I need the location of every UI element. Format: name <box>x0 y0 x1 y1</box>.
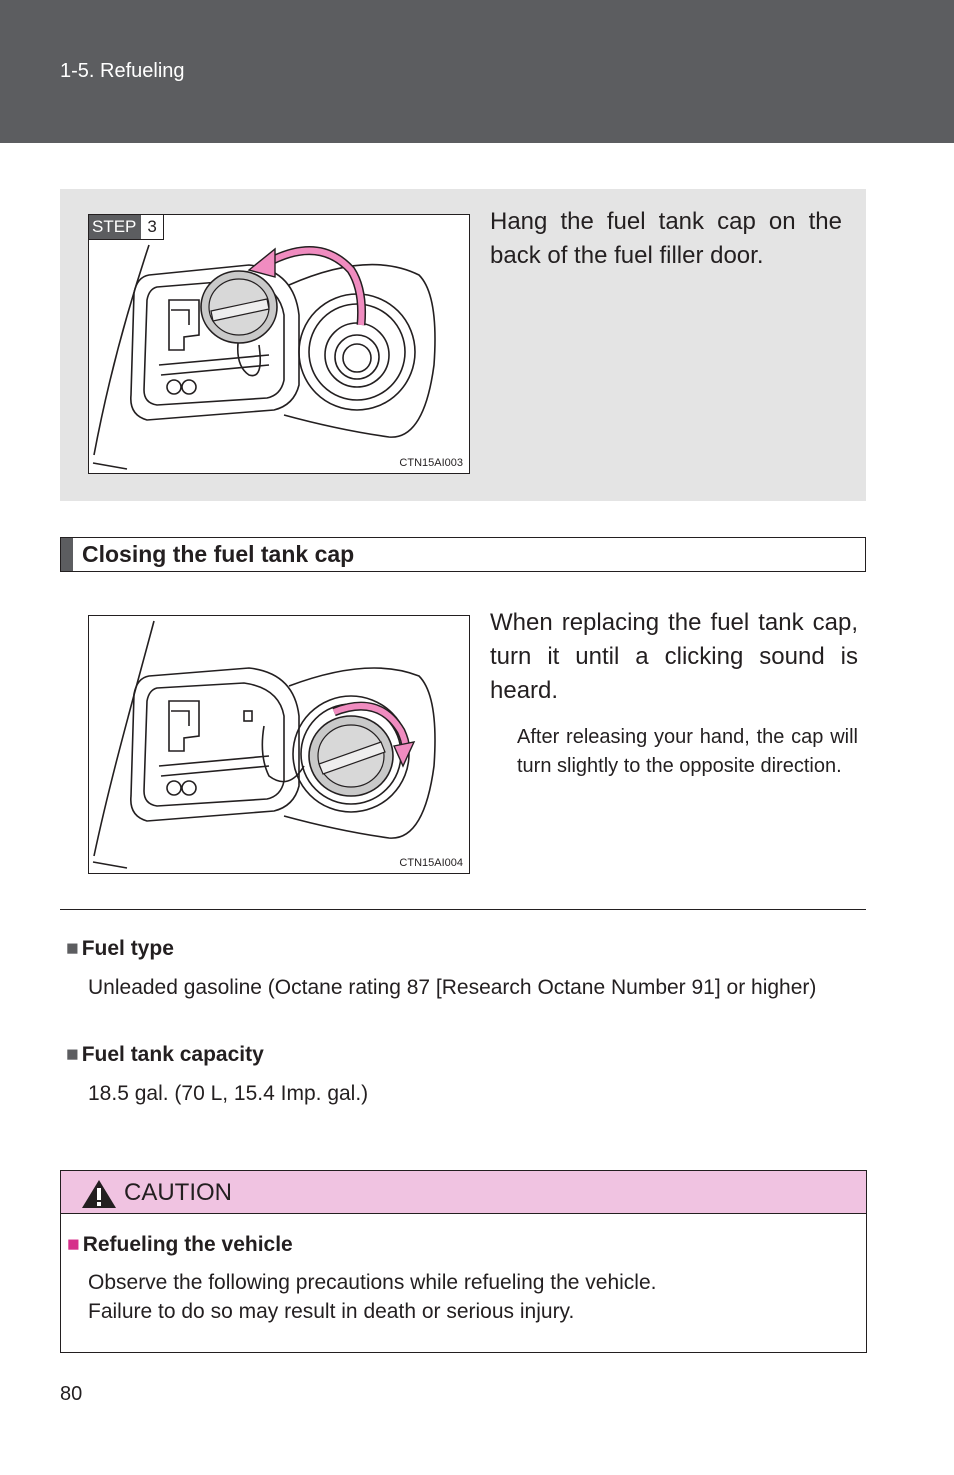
caution-subtitle: Refueling the vehicle <box>82 1233 293 1256</box>
step-number: 3 <box>141 215 162 239</box>
section-heading <box>60 537 866 572</box>
fuel-type-heading <box>66 937 174 961</box>
fuel-cap-icon <box>309 716 393 796</box>
step-instruction: Hang the fuel tank cap on the back of the fuel filler door. <box>490 208 842 269</box>
warning-triangle-icon <box>81 1179 117 1209</box>
fuel-cap-icon <box>201 271 277 343</box>
fuel-type-title: Fuel type <box>81 937 174 960</box>
fuel-type-text: Unleaded gasoline (Octane rating 87 [Research Octane Number 91] or higher) <box>88 976 817 999</box>
page-header <box>0 0 954 143</box>
heading-title: Closing the fuel tank cap <box>82 541 355 567</box>
capacity-title: Fuel tank capacity <box>81 1043 264 1066</box>
bullet-icon: ■ <box>66 937 79 960</box>
caution-text-line-1: Observe the following precautions while refueling the vehicle. <box>88 1271 657 1294</box>
figure-hang-cap <box>88 214 470 474</box>
capacity-text: 18.5 gal. (70 L, 15.4 Imp. gal.) <box>88 1082 369 1105</box>
figure-close-cap <box>88 615 470 874</box>
fuel-door-cap-hung-illustration <box>89 215 470 474</box>
caution-box <box>60 1170 867 1353</box>
bullet-icon: ■ <box>67 1233 80 1256</box>
fuel-door-cap-closing-illustration <box>89 616 470 874</box>
closing-instruction: When replacing the fuel tank cap, turn it until a clicking sound is heard. <box>490 609 858 704</box>
figure-code: CTN15AI003 <box>399 457 463 469</box>
page-number: 80 <box>60 1383 83 1405</box>
section-title: 1-5. Refueling <box>60 60 185 82</box>
bullet-icon: ■ <box>66 1043 79 1066</box>
step-badge <box>89 215 164 240</box>
closing-note: After releasing your hand, the cap will turn slightly to the opposite direction. <box>517 726 858 777</box>
caution-header <box>61 1171 866 1214</box>
divider <box>60 909 866 910</box>
step-label: STEP <box>89 215 141 239</box>
heading-bar <box>61 538 73 571</box>
caution-title: CAUTION <box>124 1179 232 1206</box>
caution-subheading <box>67 1233 293 1257</box>
capacity-heading <box>66 1043 264 1067</box>
caution-text-line-2: Failure to do so may result in death or serious injury. <box>88 1300 575 1323</box>
figure-code: CTN15AI004 <box>399 857 463 869</box>
